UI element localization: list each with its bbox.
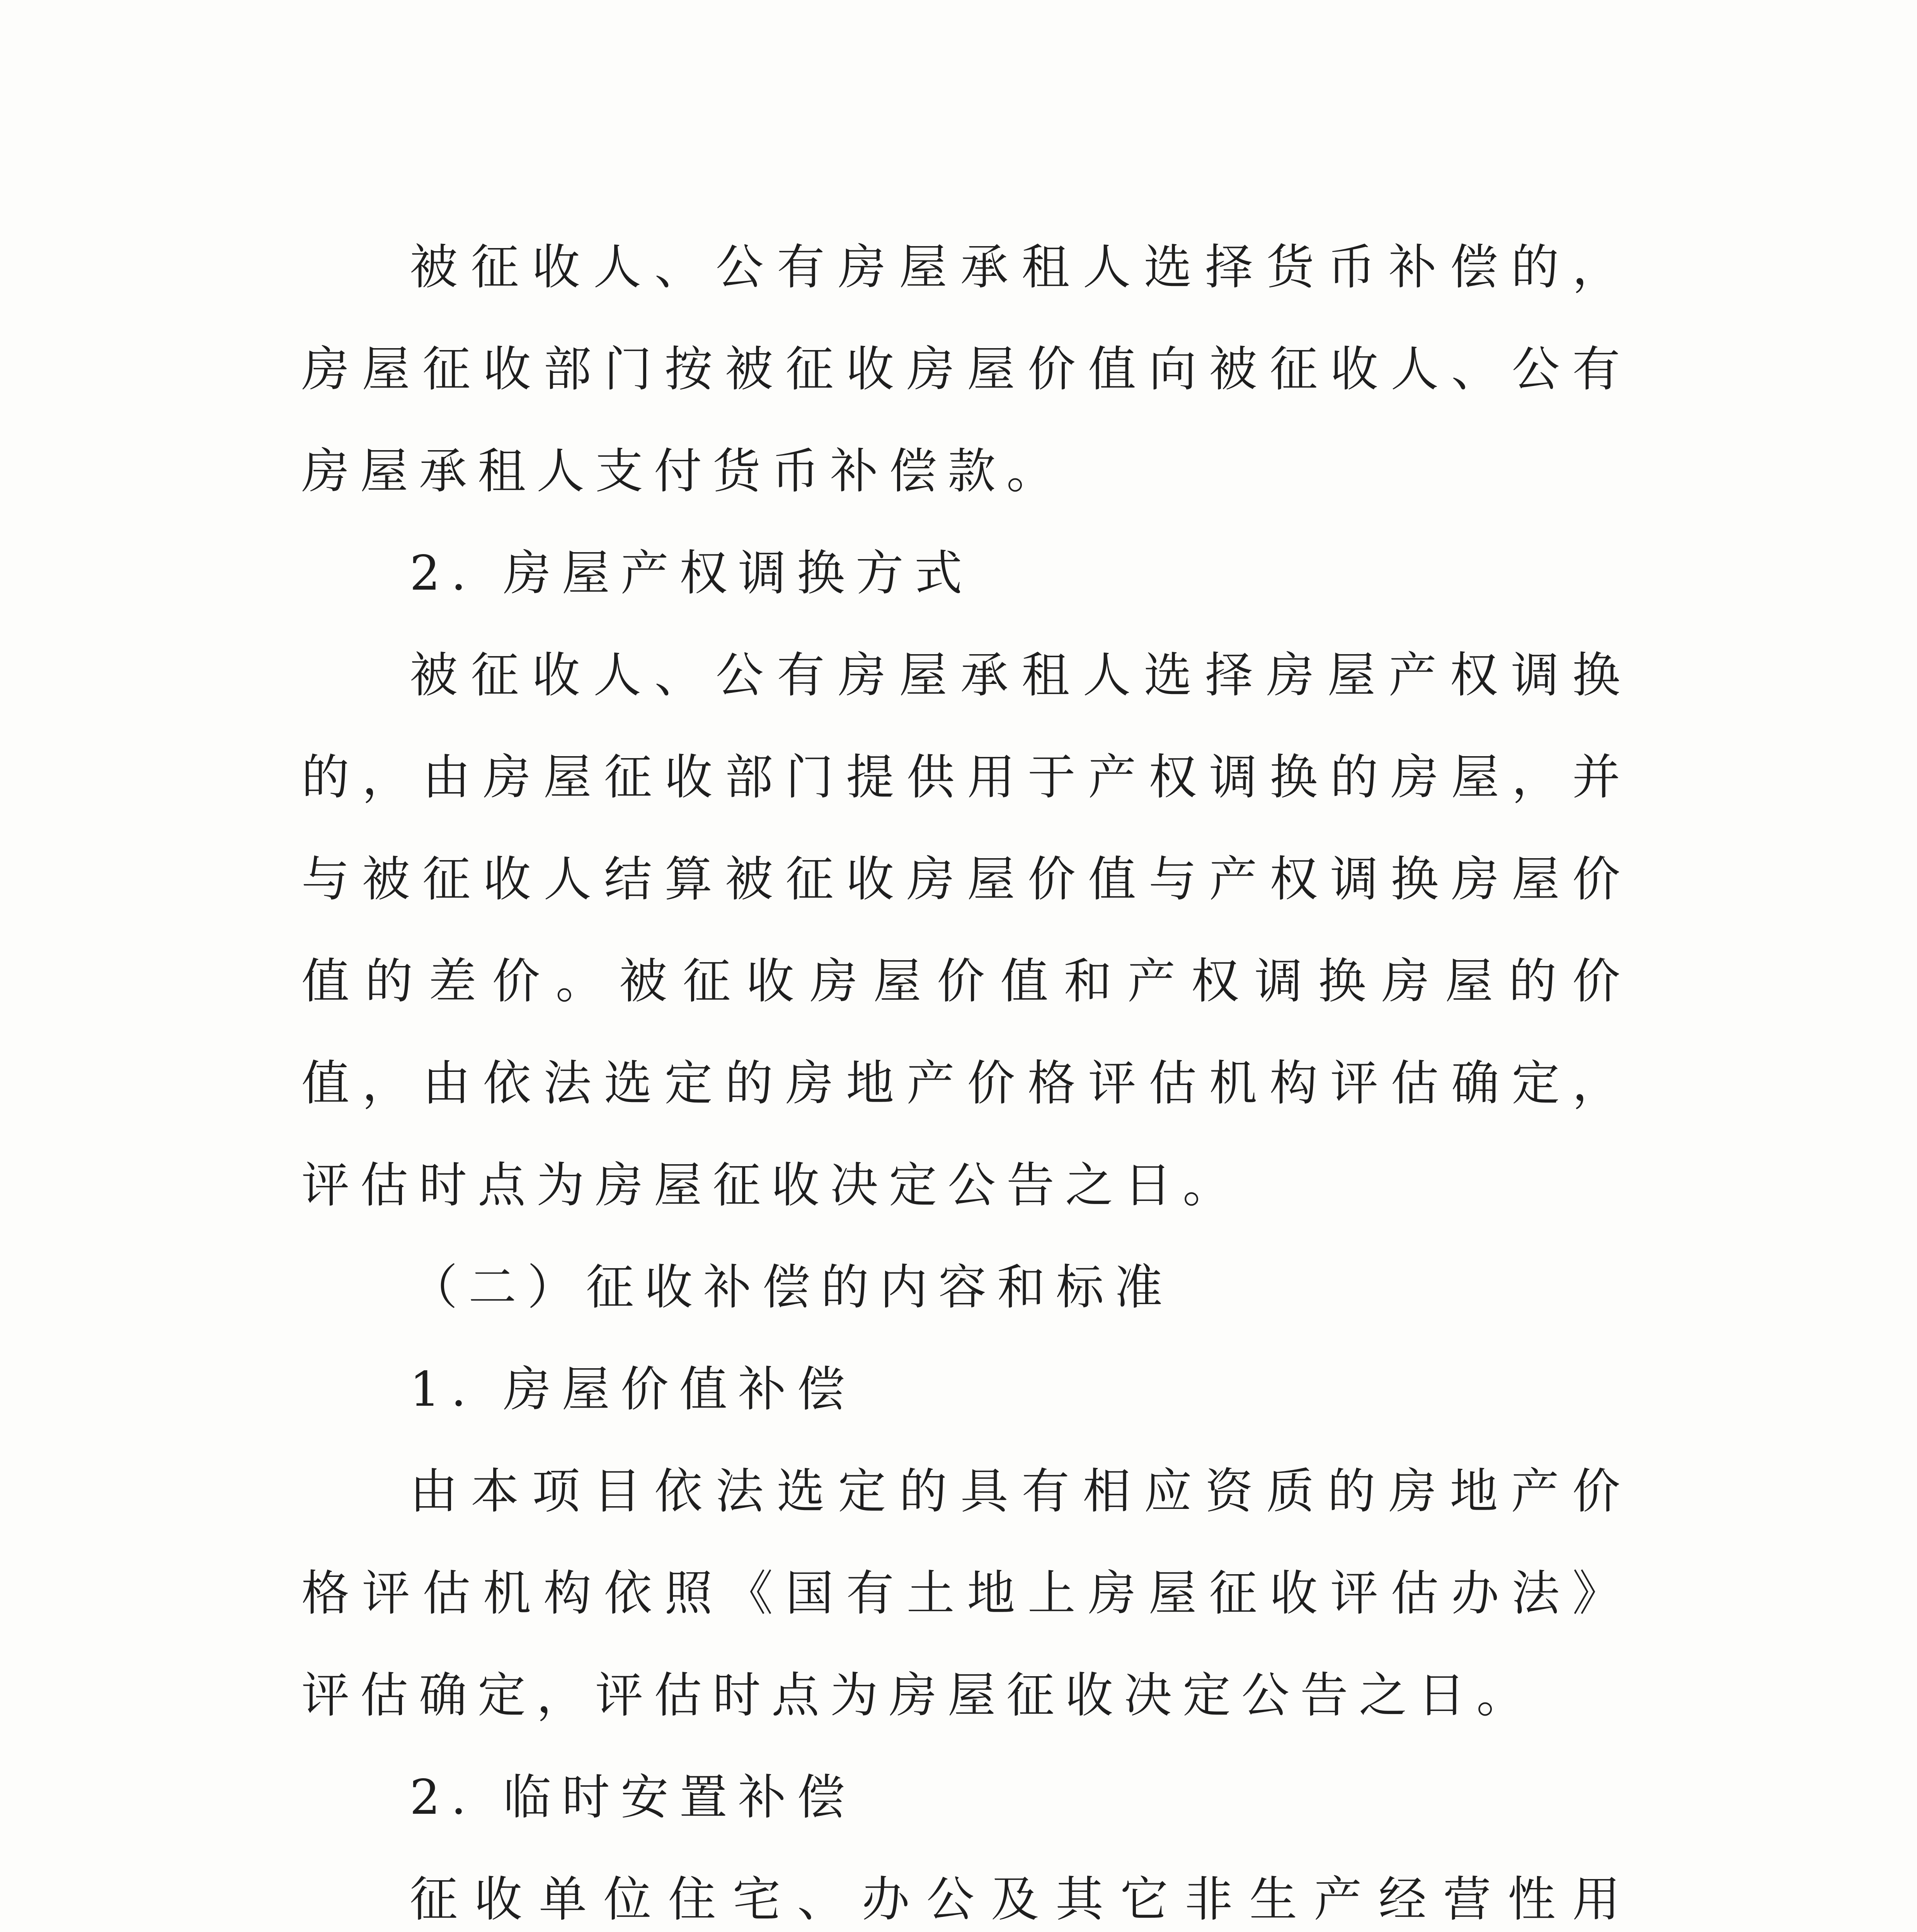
heading-compensation-standards: （二）征收补偿的内容和标准 bbox=[410, 1260, 1174, 1315]
paragraph-property-exchange: 被征收人、公有房屋承租人选择房屋产权调换的，由房屋征收部门提供用于产权调换的房屋，并与被征收人结算被征收房屋价值与产权调换房屋价值的差价。被征收房屋价值和产权调换房屋的价值，由依法选定的房地产价格评估机构评估确定，评估时点为房屋征收决定公告之日。 bbox=[301, 648, 1631, 1213]
heading-house-value-compensation: 1. 房屋价值补偿 bbox=[410, 1362, 856, 1417]
paragraph-monetary-compensation: 被征收人、公有房屋承租人选择货币补偿的，房屋征收部门按被征收房屋价值向被征收人、公有房屋承租人支付货币补偿款。 bbox=[301, 240, 1631, 499]
paragraph-temporary-resettlement: 征收单位住宅、办公及其它非生产经营性用 bbox=[410, 1872, 1631, 1927]
body-text bbox=[301, 216, 1631, 1932]
paragraph-house-value-compensation: 由本项目依法选定的具有相应资质的房地产价格评估机构依照《国有土地上房屋征收评估办法》评估确定，评估时点为房屋征收决定公告之日。 bbox=[301, 1464, 1631, 1723]
heading-temporary-resettlement: 2. 临时安置补偿 bbox=[410, 1770, 856, 1825]
heading-property-exchange: 2. 房屋产权调换方式 bbox=[410, 546, 973, 601]
